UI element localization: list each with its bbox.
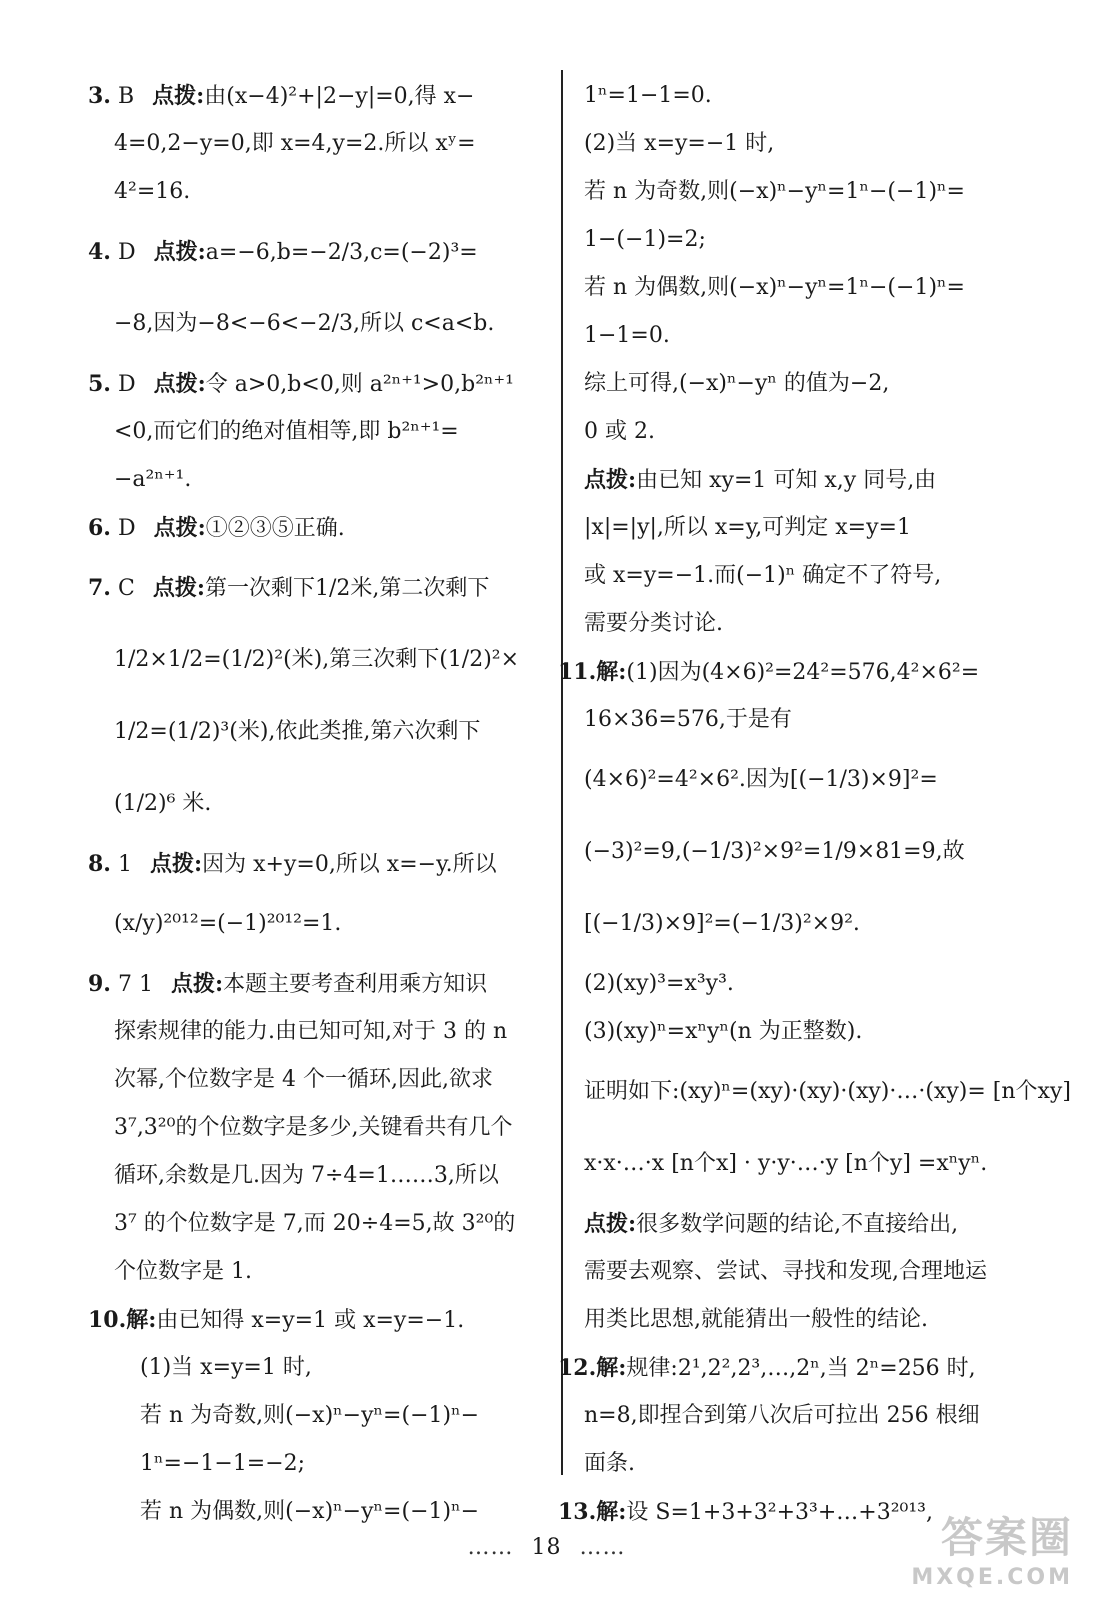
line-text: 综上可得,(−x)ⁿ−yⁿ 的值为−2,	[584, 371, 890, 396]
line-text: 1−1=0.	[584, 323, 670, 348]
line-text: (1)当 x=y=1 时,	[140, 1355, 312, 1380]
hint-label: 点拨:	[584, 1211, 637, 1237]
continuation-line	[88, 768, 540, 840]
continuation-line	[88, 456, 540, 504]
solution-line	[558, 1248, 1028, 1296]
hint-label: 点拨:	[153, 515, 206, 541]
line-text: (x/y)²⁰¹²=(−1)²⁰¹²=1.	[114, 911, 342, 936]
line-text: 面条.	[584, 1451, 635, 1476]
solution-line	[558, 120, 1028, 168]
line-text: [(−1/3)×9]²=(−1/3)²×9².	[584, 911, 860, 936]
hint-label: 点拨:	[152, 83, 205, 109]
solution-line	[88, 1392, 540, 1440]
item-number: 13.	[558, 1499, 597, 1525]
line-text: 次幂,个位数字是 4 个一循环,因此,欲求	[114, 1067, 493, 1092]
watermark-logo	[911, 1505, 1073, 1590]
solution-line	[558, 1056, 1071, 1128]
solution-line	[558, 960, 1028, 1008]
solution-line	[558, 552, 1028, 600]
continuation-line	[88, 168, 540, 216]
line-text: 16×36=576,于是有	[584, 707, 792, 732]
line-text: 若 n 为偶数,则(−x)ⁿ−yⁿ=(−1)ⁿ−	[140, 1499, 480, 1524]
line-text: 循环,余数是几.因为 7÷4=1……3,所以	[114, 1163, 499, 1188]
line-text: 1ⁿ=1−1=0.	[584, 83, 712, 108]
item-answer: 1	[118, 852, 132, 877]
line-text: 由已知得 x=y=1 或 x=y=−1.	[156, 1308, 465, 1333]
answer-item	[88, 216, 540, 288]
line-text: 因为 x+y=0,所以 x=−y.所以	[202, 852, 497, 877]
item-answer: D	[118, 516, 136, 541]
line-text: 3⁷,3²⁰的个位数字是多少,关键看共有几个	[114, 1115, 513, 1140]
line-text: (1)因为(4×6)²=24²=576,4²×6²=	[626, 660, 980, 685]
hint-label: 解:	[596, 1355, 627, 1381]
line-text: 1/2=(1/2)³(米),依此类推,第六次剩下	[114, 719, 481, 744]
line-text: (3)(xy)ⁿ=xⁿyⁿ(n 为正整数).	[584, 1019, 863, 1044]
hint-label: 解:	[596, 1499, 627, 1525]
line-text: <0,而它们的绝对值相等,即 b²ⁿ⁺¹=	[114, 419, 459, 444]
line-text: a=−6,b=−2/3,c=(−2)³=	[205, 240, 478, 265]
item-number: 11.	[558, 659, 597, 685]
solution-line	[558, 600, 1028, 648]
hint-label: 点拨:	[150, 851, 203, 877]
answer-item	[88, 504, 540, 552]
line-text: 个位数字是 1.	[114, 1259, 252, 1284]
solution-line	[558, 456, 1028, 504]
line-text: 4²=16.	[114, 179, 191, 204]
hint-label: 点拨:	[153, 239, 206, 265]
line-text: −8,因为−8<−6<−2/3,所以 c<a<b.	[114, 311, 495, 336]
answer-item	[88, 360, 540, 408]
solution-line	[88, 1488, 540, 1536]
solution-line	[558, 360, 1028, 408]
answer-item	[88, 552, 540, 624]
right-column	[558, 72, 1071, 1536]
line-text: 令 a>0,b<0,则 a²ⁿ⁺¹>0,b²ⁿ⁺¹	[205, 372, 514, 397]
hint-label: 点拨:	[152, 575, 205, 601]
solution-line	[558, 216, 1028, 264]
solution-line	[558, 504, 1028, 552]
continuation-line	[88, 120, 540, 168]
hint-label: 点拨:	[171, 971, 224, 997]
item-number: 10.	[88, 1307, 127, 1333]
continuation-line	[88, 1200, 540, 1248]
item-number: 8.	[88, 851, 111, 877]
item-answer: D	[118, 240, 136, 265]
line-text: (2)当 x=y=−1 时,	[584, 131, 775, 156]
line-text: 本题主要考查利用乘方知识	[223, 972, 488, 997]
line-text: 需要去观察、尝试、寻找和发现,合理地运	[584, 1259, 987, 1284]
line-text: 设 S=1+3+3²+3³+…+3²⁰¹³,	[626, 1500, 933, 1525]
line-text: 1/2×1/2=(1/2)²(米),第三次剩下(1/2)²×	[114, 647, 520, 672]
solution-line	[558, 1128, 1028, 1200]
line-text: 4=0,2−y=0,即 x=4,y=2.所以 xʸ=	[114, 131, 476, 156]
line-text: 1−(−1)=2;	[584, 227, 706, 252]
line-text: 用类比思想,就能猜出一般性的结论.	[584, 1307, 928, 1332]
continuation-line	[88, 624, 540, 696]
item-number: 5.	[88, 371, 111, 397]
hint-label: 点拨:	[153, 371, 206, 397]
continuation-line	[88, 696, 540, 768]
line-text: ①②③⑤正确.	[205, 516, 345, 541]
answer-item	[88, 960, 540, 1008]
continuation-line	[88, 408, 540, 456]
item-answer: C	[118, 576, 135, 601]
item-number: 4.	[88, 239, 111, 265]
hint-label: 点拨:	[584, 467, 637, 493]
footer-dots-left: ……	[467, 1535, 514, 1560]
solution-line	[558, 888, 1028, 960]
hint-label: 解:	[596, 659, 627, 685]
line-text: 若 n 为奇数,则(−x)ⁿ−yⁿ=1ⁿ−(−1)ⁿ=	[584, 179, 965, 204]
solution-line	[558, 72, 1028, 120]
item-number: 12.	[558, 1355, 597, 1381]
line-text: 若 n 为奇数,则(−x)ⁿ−yⁿ=(−1)ⁿ−	[140, 1403, 480, 1428]
solution-line	[558, 744, 1028, 816]
line-text: |x|=|y|,所以 x=y,可判定 x=y=1	[584, 515, 911, 540]
continuation-line	[88, 1008, 540, 1056]
solution-line	[88, 1440, 540, 1488]
solution-line	[558, 312, 1028, 360]
item-answer: B	[118, 84, 135, 109]
answer-item	[88, 840, 540, 888]
line-text: 1ⁿ=−1−1=−2;	[140, 1451, 306, 1476]
answer-item	[88, 1296, 540, 1344]
line-text: 0 或 2.	[584, 419, 655, 444]
solution-line	[558, 1296, 1028, 1344]
continuation-line	[88, 1104, 540, 1152]
line-text: 很多数学问题的结论,不直接给出,	[636, 1212, 959, 1237]
line-text: n=8,即捏合到第八次后可拉出 256 根细	[584, 1403, 980, 1428]
answer-item	[88, 72, 540, 120]
line-text: 由已知 xy=1 可知 x,y 同号,由	[636, 468, 937, 493]
left-column	[88, 72, 540, 1536]
line-text: (4×6)²=4²×6².因为[(−1/3)×9]²=	[584, 767, 938, 792]
item-answer: 7 1	[118, 972, 153, 997]
line-text: x·x·…·x [n个x] · y·y·…·y [n个y] =xⁿyⁿ.	[584, 1151, 988, 1176]
solution-line	[558, 264, 1028, 312]
watermark-url: MXQE.COM	[911, 1565, 1073, 1590]
line-text: 需要分类讨论.	[584, 611, 723, 636]
item-answer: D	[118, 372, 136, 397]
line-text: (1/2)⁶ 米.	[114, 791, 212, 816]
continuation-line	[88, 888, 540, 960]
answer-item	[558, 1344, 1028, 1392]
continuation-line	[88, 1152, 540, 1200]
solution-line	[558, 816, 1028, 888]
page-number: 18	[531, 1535, 562, 1560]
line-text: 3⁷ 的个位数字是 7,而 20÷4=5,故 3²⁰的	[114, 1211, 516, 1236]
continuation-line	[88, 1248, 540, 1296]
hint-label: 解:	[126, 1307, 157, 1333]
footer-dots-right: ……	[579, 1535, 626, 1560]
solution-line	[88, 1344, 540, 1392]
continuation-line	[88, 1056, 540, 1104]
item-number: 7.	[88, 575, 111, 601]
line-text: 探索规律的能力.由已知可知,对于 3 的 n	[114, 1019, 508, 1044]
line-text: 由(x−4)²+|2−y|=0,得 x−	[204, 84, 475, 109]
solution-line	[558, 168, 1028, 216]
solution-line	[558, 1200, 1028, 1248]
line-text: 或 x=y=−1.而(−1)ⁿ 确定不了符号,	[584, 563, 942, 588]
line-text: −a²ⁿ⁺¹.	[114, 467, 192, 492]
line-text: 规律:2¹,2²,2³,…,2ⁿ,当 2ⁿ=256 时,	[626, 1356, 976, 1381]
item-number: 6.	[88, 515, 111, 541]
solution-line	[558, 1392, 1028, 1440]
item-number: 9.	[88, 971, 111, 997]
solution-line	[558, 1008, 1028, 1056]
line-text: (−3)²=9,(−1/3)²×9²=1/9×81=9,故	[584, 839, 965, 864]
item-number: 3.	[88, 83, 111, 109]
line-text: (2)(xy)³=x³y³.	[584, 971, 734, 996]
watermark-title: 答案圈	[940, 1513, 1073, 1562]
line-text: 若 n 为偶数,则(−x)ⁿ−yⁿ=1ⁿ−(−1)ⁿ=	[584, 275, 965, 300]
solution-line	[558, 696, 1028, 744]
line-text: 第一次剩下1/2米,第二次剩下	[204, 576, 490, 601]
line-text: 证明如下:(xy)ⁿ=(xy)·(xy)·(xy)·…·(xy)= [n个xy]	[584, 1079, 1071, 1104]
solution-line	[558, 1440, 1028, 1488]
continuation-line	[88, 288, 540, 360]
answer-item	[558, 648, 1028, 696]
solution-line	[558, 408, 1028, 456]
